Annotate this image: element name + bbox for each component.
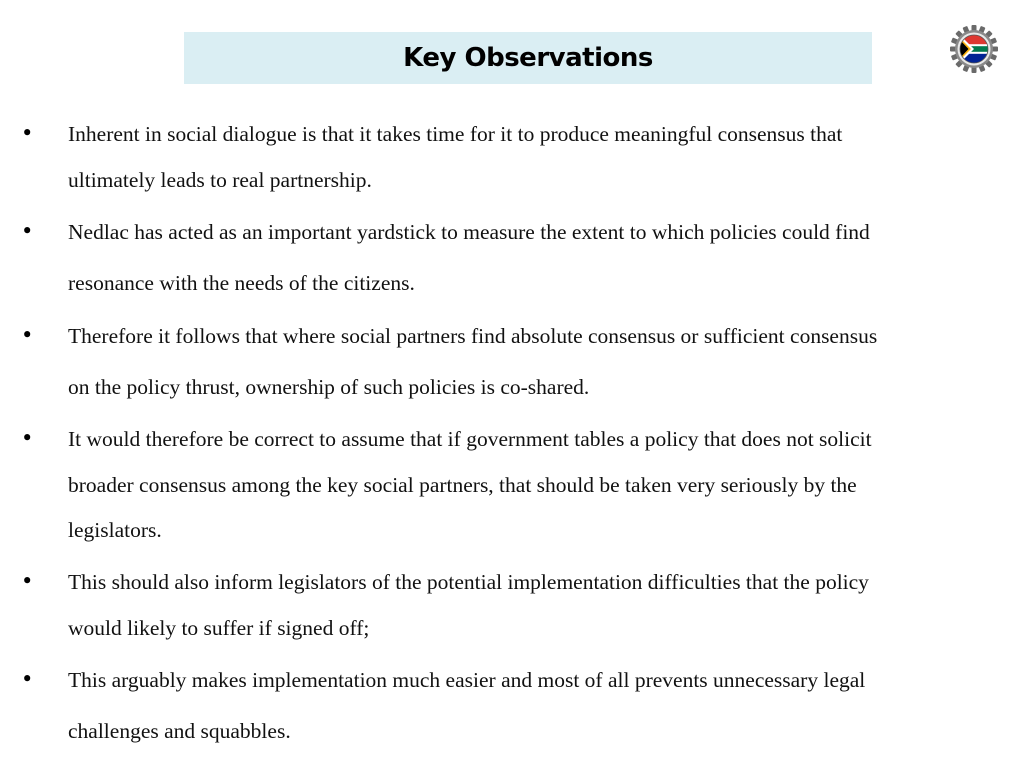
bullet-text-line: challenges and squabbles. <box>68 719 291 743</box>
bullet-text-line: Nedlac has acted as an important yardstick to measure the extent to which policies could find <box>68 220 870 244</box>
slide-title: Key Observations <box>403 43 653 73</box>
bullet-text-line: legislators. <box>68 518 162 542</box>
bullet-text-line: This should also inform legislators of the potential implementation difficulties that the policy <box>68 570 869 594</box>
bullet-marker: • <box>21 426 34 450</box>
bullet-marker: • <box>21 219 34 243</box>
bullet-text-line: It would therefore be correct to assume that if government tables a policy that does not solicit <box>68 427 872 451</box>
bullet-text-line: broader consensus among the key social partners, that should be taken very seriously by the <box>68 473 857 497</box>
bullet-text-line: ultimately leads to real partnership. <box>68 168 372 192</box>
bullet-text-line: Therefore it follows that where social partners find absolute consensus or sufficient consensus <box>68 324 878 348</box>
bullet-text-line: would likely to suffer if signed off; <box>68 616 370 640</box>
bullet-marker: • <box>21 569 34 593</box>
bullet-marker: • <box>21 121 34 145</box>
bullet-text-line: resonance with the needs of the citizens. <box>68 271 415 295</box>
bullet-text-line: Inherent in social dialogue is that it takes time for it to produce meaningful consensus that <box>68 122 843 146</box>
bullet-marker: • <box>21 323 34 347</box>
bullet-text-line: This arguably makes implementation much easier and most of all prevents unnecessary legal <box>68 668 866 692</box>
bullet-marker: • <box>21 667 34 691</box>
bullet-text-line: on the policy thrust, ownership of such policies is co-shared. <box>68 375 590 399</box>
